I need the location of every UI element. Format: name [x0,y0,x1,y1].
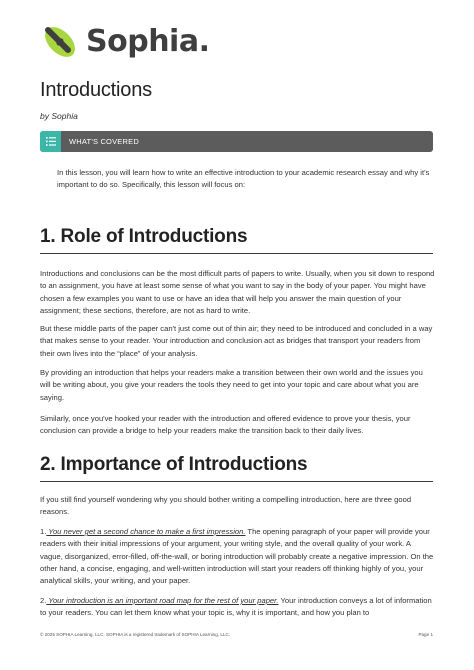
section-divider [40,481,433,482]
byline: by Sophia [40,111,78,121]
section-divider [40,253,433,254]
sophia-leaf-logo-icon [40,22,80,62]
page-number: Page 1 [418,632,433,637]
reason-item: 1. You never get a second chance to make a first impression. The opening paragraph of your paper will provide your readers with their initial impressions of your argument, your writing style, and the overall quality of your work. A vague, disorganized, error-filled, off-the-wall, or boring introduction will probably create a negative impression. On the other hand, a concise, engaging, and well-written introduction will start your readers off thinking highly of you, your analytical skills, your writing, and your paper. [40,527,434,586]
reason-lead: Your introduction is an important road map for the rest of your paper. [46,596,279,605]
reason-lead: You never get a second chance to make a first impression. [46,527,246,536]
footer-copyright: © 2025 SOPHIA Learning, LLC. SOPHIA is a registered trademark of SOPHIA Learning, LLC. [40,632,231,637]
section-heading-role: 1. Role of Introductions [40,226,248,247]
reason-item: 2. Your introduction is an important road map for the rest of your paper. Your introduction conveys a lot of information to your readers. You can let them know what your topic is, why it is important, and how you plan to [40,596,432,618]
list-icon [40,131,61,152]
whats-covered-label: WHAT'S COVERED [69,137,139,146]
sophia-logo [40,22,209,62]
paragraph: By providing an introduction that helps your readers make a transition between their own world and the issues you will be writing about, you give your readers the tools they need to get into your topic and care about what you are saying. [40,368,423,402]
brand-name: Sophia. [86,24,210,59]
paragraph: But these middle parts of the paper can't just come out of thin air; they need to be introduced and concluded in a way that makes sense to your reader. Your introduction and conclusion act as bridges that transport your readers from their own lives into the “place” of your analysis. [40,324,433,358]
covered-text: In this lesson, you will learn how to write an effective introduction to your academic research essay and why it's important to do so. Specifically, this lesson will focus on: [57,168,430,190]
paragraph: If you still find yourself wondering why you should bother writing a compelling introduction, here are three good reasons. [40,495,412,517]
paragraph: Similarly, once you've hooked your reader with the introduction and offered evidence to prove your thesis, your conclusion can provide a bridge to help your readers make the transition back to their daily lives. [40,414,411,436]
whats-covered-bar [40,131,433,152]
paragraph: Introductions and conclusions can be the most difficult parts of papers to write. Usually, when you sit down to respond to an assignment, you have at least some sense of what you want to say in the body of your paper. You might have chosen a few examples you want to use or have an idea that will help you answer the main question of your assignment; these sections, therefore, are not as hard to write. [40,269,435,315]
page-title: Introductions [40,79,152,101]
page-footer [40,632,433,637]
section-heading-importance: 2. Importance of Introductions [40,454,308,475]
